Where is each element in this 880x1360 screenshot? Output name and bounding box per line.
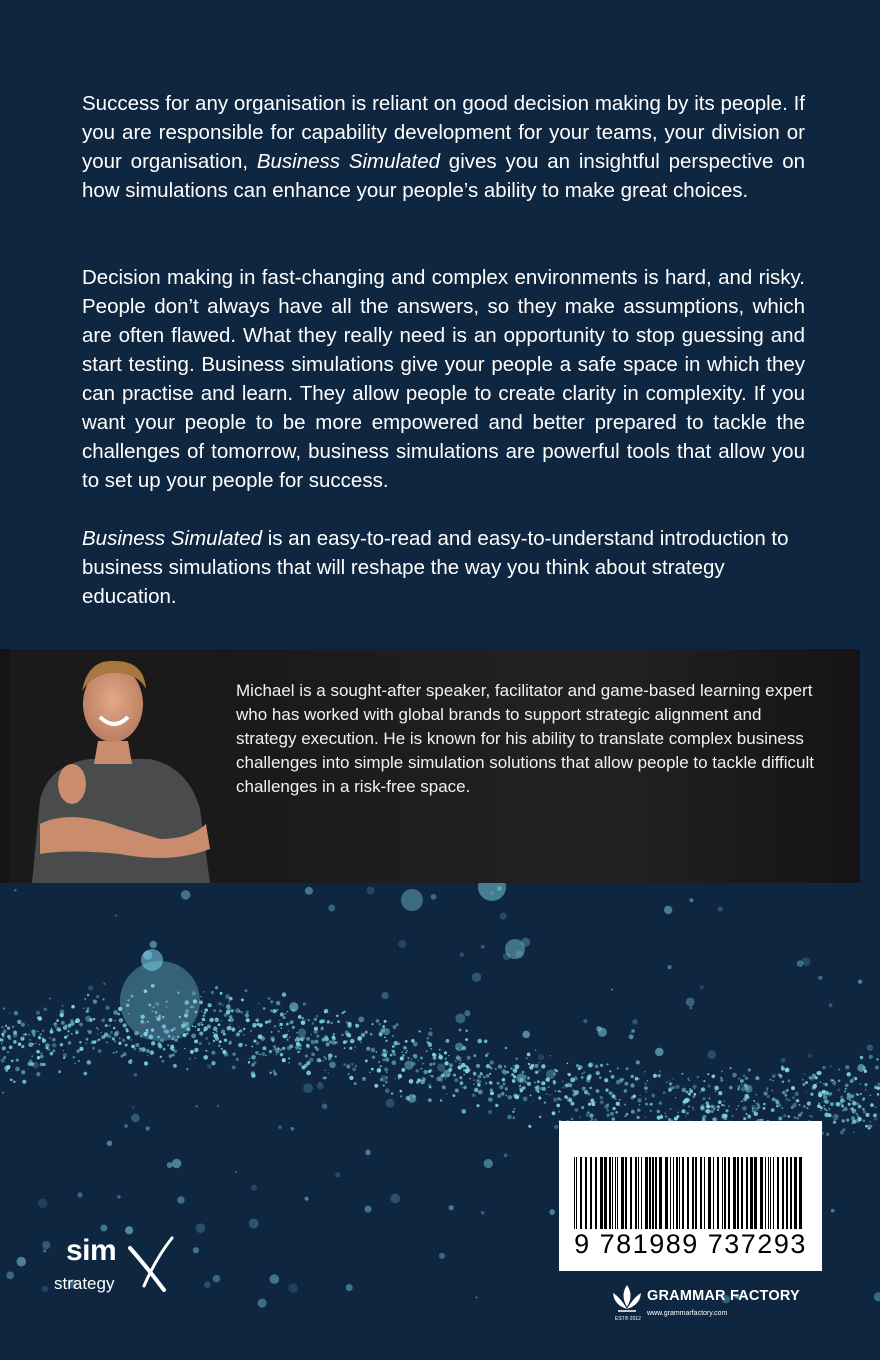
blurb-paragraph-2: Decision making in fast-changing and complex environments is hard, and risky. People don’t always have all the answers, so they make assumptions, which are often flawed. What they really need is an opportunity to stop guessing and start testing. Business simulations give your people a safe space in which they can practise and learn. They allow people to create clarity in complexity. If you want your people to be more empowered and better prepared to tackle the challenges of tomorrow, business simulations are powerful tools that allow you to set up your people for success. bbox=[82, 266, 805, 492]
author-bio: Michael is a sought-after speaker, facilitator and game-based learning expert who has worked with global brands to support strategic alignment and strategy execution. He is known for his ability to translate complex business challenges into simple simulation solutions that allow people to tackle difficult challenges in a risk-free space. bbox=[236, 681, 815, 796]
simx-logo-subtitle: strategy bbox=[54, 1274, 115, 1293]
publisher-url: www.grammarfactory.com bbox=[647, 1310, 728, 1317]
isbn-barcode bbox=[559, 1121, 822, 1271]
simx-logo-word: sim bbox=[66, 1234, 117, 1267]
grammar-factory-logo bbox=[610, 1283, 810, 1333]
book-title-italic: Business Simulated bbox=[82, 527, 263, 550]
author-band bbox=[0, 649, 860, 883]
isbn-number: 9 781989 737293 bbox=[574, 1229, 807, 1259]
x-brushstroke-icon bbox=[126, 1236, 176, 1292]
publisher-name: GRAMMAR FACTORY bbox=[647, 1288, 800, 1304]
blurb-text: gives you an insightful perspective on how simulations can enhance your people’s ability to make great choices. bbox=[82, 150, 806, 202]
blurb-paragraph-3 bbox=[82, 524, 805, 611]
simx-strategy-logo bbox=[52, 1232, 182, 1302]
blurb-text: Success for any organisation is reliant on good decision making by its people. If you are responsible for capability development for your teams, your division or your organisation, bbox=[82, 92, 805, 173]
publisher-established: EST® 2012 bbox=[615, 1316, 641, 1322]
barcode-bars bbox=[574, 1157, 807, 1229]
blurb-text: is an easy-to-read and easy-to-understand introduction to business simulations that will reshape the way you think about strategy education. bbox=[82, 527, 789, 608]
blurb-paragraph-1 bbox=[82, 89, 805, 205]
lotus-icon bbox=[610, 1283, 644, 1315]
book-title-italic: Business Simulated bbox=[256, 150, 440, 173]
author-photo bbox=[10, 649, 220, 883]
